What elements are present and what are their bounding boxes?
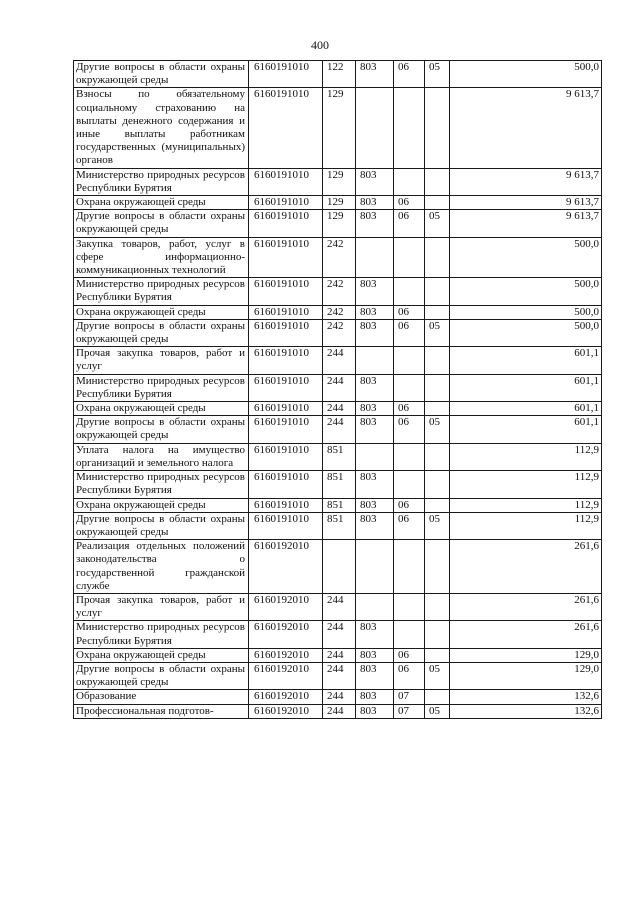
cell-name: Другие вопросы в области охраны окружающей среды <box>74 512 249 539</box>
page-number: 400 <box>311 38 329 52</box>
cell-ministry <box>356 443 394 470</box>
cell-subsection: 05 <box>425 210 450 237</box>
cell-section <box>394 168 425 195</box>
table-row <box>74 416 602 443</box>
cell-expense-type: 242 <box>323 305 356 319</box>
cell-expense-type: 244 <box>323 347 356 374</box>
cell-subsection <box>425 471 450 498</box>
cell-section: 06 <box>394 305 425 319</box>
cell-section <box>394 593 425 620</box>
cell-target-code: 6160192010 <box>249 593 323 620</box>
table-row <box>74 704 602 718</box>
table-row <box>74 88 602 168</box>
cell-target-code: 6160192010 <box>249 540 323 594</box>
table-row <box>74 61 602 88</box>
cell-amount: 500,0 <box>450 305 602 319</box>
cell-name: Прочая закупка товаров, работ и услуг <box>74 593 249 620</box>
cell-target-code: 6160191010 <box>249 498 323 512</box>
cell-amount: 261,6 <box>450 621 602 648</box>
cell-ministry: 803 <box>356 168 394 195</box>
cell-name: Министерство природных ресурсов Республики Бурятия <box>74 278 249 305</box>
cell-ministry <box>356 88 394 168</box>
cell-subsection <box>425 593 450 620</box>
cell-section: 06 <box>394 416 425 443</box>
cell-target-code: 6160192010 <box>249 690 323 704</box>
cell-amount: 601,1 <box>450 402 602 416</box>
cell-target-code: 6160191010 <box>249 347 323 374</box>
cell-name: Министерство природных ресурсов Республики Бурятия <box>74 168 249 195</box>
cell-section: 06 <box>394 319 425 346</box>
cell-amount: 132,6 <box>450 690 602 704</box>
cell-subsection: 05 <box>425 662 450 689</box>
cell-section <box>394 347 425 374</box>
cell-expense-type: 122 <box>323 61 356 88</box>
cell-expense-type: 244 <box>323 621 356 648</box>
cell-amount: 500,0 <box>450 237 602 278</box>
cell-target-code: 6160191010 <box>249 512 323 539</box>
cell-ministry <box>356 347 394 374</box>
cell-target-code: 6160192010 <box>249 648 323 662</box>
cell-ministry: 803 <box>356 305 394 319</box>
cell-target-code: 6160191010 <box>249 210 323 237</box>
cell-amount: 601,1 <box>450 347 602 374</box>
table-row <box>74 662 602 689</box>
cell-expense-type: 244 <box>323 374 356 401</box>
cell-subsection: 05 <box>425 61 450 88</box>
cell-amount: 500,0 <box>450 278 602 305</box>
cell-amount: 129,0 <box>450 662 602 689</box>
cell-expense-type: 244 <box>323 593 356 620</box>
cell-expense-type: 244 <box>323 662 356 689</box>
cell-name: Прочая закупка товаров, работ и услуг <box>74 347 249 374</box>
cell-section: 06 <box>394 61 425 88</box>
cell-ministry: 803 <box>356 61 394 88</box>
cell-subsection <box>425 690 450 704</box>
cell-expense-type: 851 <box>323 471 356 498</box>
cell-target-code: 6160191010 <box>249 471 323 498</box>
cell-name: Другие вопросы в области охраны окружающей среды <box>74 319 249 346</box>
cell-amount: 500,0 <box>450 319 602 346</box>
cell-expense-type: 129 <box>323 88 356 168</box>
cell-expense-type: 851 <box>323 512 356 539</box>
table-row <box>74 648 602 662</box>
cell-subsection: 05 <box>425 416 450 443</box>
cell-section <box>394 443 425 470</box>
cell-expense-type <box>323 540 356 594</box>
table-row <box>74 593 602 620</box>
cell-expense-type: 851 <box>323 443 356 470</box>
cell-ministry: 803 <box>356 416 394 443</box>
cell-subsection <box>425 498 450 512</box>
cell-ministry: 803 <box>356 278 394 305</box>
cell-subsection <box>425 196 450 210</box>
cell-expense-type: 129 <box>323 196 356 210</box>
cell-subsection <box>425 540 450 594</box>
cell-name: Уплата налога на имущество организаций и земельного налога <box>74 443 249 470</box>
cell-amount: 112,9 <box>450 498 602 512</box>
cell-target-code: 6160191010 <box>249 443 323 470</box>
cell-section: 06 <box>394 196 425 210</box>
table-row <box>74 402 602 416</box>
cell-name: Другие вопросы в области охраны окружающей среды <box>74 662 249 689</box>
cell-section <box>394 237 425 278</box>
cell-subsection: 05 <box>425 704 450 718</box>
cell-subsection <box>425 237 450 278</box>
cell-target-code: 6160191010 <box>249 305 323 319</box>
cell-target-code: 6160191010 <box>249 402 323 416</box>
cell-amount: 9 613,7 <box>450 168 602 195</box>
cell-expense-type: 129 <box>323 210 356 237</box>
cell-section: 06 <box>394 512 425 539</box>
cell-ministry: 803 <box>356 374 394 401</box>
cell-amount: 261,6 <box>450 540 602 594</box>
cell-amount: 112,9 <box>450 471 602 498</box>
cell-expense-type: 242 <box>323 278 356 305</box>
cell-target-code: 6160191010 <box>249 374 323 401</box>
cell-amount: 601,1 <box>450 416 602 443</box>
table-row <box>74 621 602 648</box>
cell-ministry: 803 <box>356 621 394 648</box>
table-row <box>74 305 602 319</box>
cell-target-code: 6160191010 <box>249 61 323 88</box>
cell-ministry: 803 <box>356 498 394 512</box>
cell-expense-type: 244 <box>323 416 356 443</box>
cell-amount: 9 613,7 <box>450 88 602 168</box>
cell-name: Образование <box>74 690 249 704</box>
cell-ministry: 803 <box>356 704 394 718</box>
cell-name: Охрана окружающей среды <box>74 648 249 662</box>
cell-subsection <box>425 347 450 374</box>
cell-amount: 601,1 <box>450 374 602 401</box>
cell-target-code: 6160191010 <box>249 196 323 210</box>
table-row <box>74 374 602 401</box>
cell-section <box>394 278 425 305</box>
cell-expense-type: 244 <box>323 402 356 416</box>
cell-target-code: 6160191010 <box>249 88 323 168</box>
cell-subsection <box>425 168 450 195</box>
cell-subsection <box>425 443 450 470</box>
cell-ministry: 803 <box>356 319 394 346</box>
cell-name: Охрана окружающей среды <box>74 196 249 210</box>
table-row <box>74 512 602 539</box>
cell-target-code: 6160192010 <box>249 621 323 648</box>
cell-section: 07 <box>394 690 425 704</box>
cell-subsection <box>425 621 450 648</box>
cell-expense-type: 129 <box>323 168 356 195</box>
cell-ministry: 803 <box>356 648 394 662</box>
table-body <box>74 61 602 719</box>
table-row <box>74 168 602 195</box>
table-row <box>74 471 602 498</box>
budget-table <box>73 60 602 719</box>
cell-ministry <box>356 237 394 278</box>
cell-ministry: 803 <box>356 196 394 210</box>
cell-section <box>394 471 425 498</box>
table-row <box>74 237 602 278</box>
cell-name: Охрана окружающей среды <box>74 305 249 319</box>
table-row <box>74 498 602 512</box>
cell-expense-type: 242 <box>323 237 356 278</box>
cell-amount: 9 613,7 <box>450 210 602 237</box>
cell-ministry: 803 <box>356 512 394 539</box>
cell-subsection <box>425 88 450 168</box>
cell-ministry: 803 <box>356 402 394 416</box>
cell-amount: 112,9 <box>450 443 602 470</box>
cell-section <box>394 621 425 648</box>
cell-subsection <box>425 648 450 662</box>
cell-ministry: 803 <box>356 662 394 689</box>
cell-ministry <box>356 540 394 594</box>
cell-expense-type: 242 <box>323 319 356 346</box>
cell-amount: 261,6 <box>450 593 602 620</box>
cell-target-code: 6160191010 <box>249 319 323 346</box>
cell-section: 06 <box>394 498 425 512</box>
cell-expense-type: 244 <box>323 648 356 662</box>
cell-ministry: 803 <box>356 471 394 498</box>
cell-target-code: 6160191010 <box>249 168 323 195</box>
cell-name: Взносы по обязательному социальному страхованию на выплаты денежного содержания и иные выплаты работникам государственных (муниципальных) органов <box>74 88 249 168</box>
cell-name: Реализация отдельных положений законодательства о государственной гражданской службе <box>74 540 249 594</box>
cell-ministry: 803 <box>356 210 394 237</box>
cell-expense-type: 244 <box>323 704 356 718</box>
cell-name: Профессиональная подготов- <box>74 704 249 718</box>
cell-expense-type: 851 <box>323 498 356 512</box>
cell-section <box>394 88 425 168</box>
cell-amount: 500,0 <box>450 61 602 88</box>
cell-subsection: 05 <box>425 512 450 539</box>
cell-section <box>394 540 425 594</box>
cell-target-code: 6160192010 <box>249 662 323 689</box>
cell-section: 06 <box>394 402 425 416</box>
cell-target-code: 6160192010 <box>249 704 323 718</box>
cell-subsection <box>425 374 450 401</box>
cell-subsection <box>425 305 450 319</box>
cell-subsection: 05 <box>425 319 450 346</box>
cell-name: Министерство природных ресурсов Республики Бурятия <box>74 374 249 401</box>
cell-amount: 132,6 <box>450 704 602 718</box>
table-row <box>74 319 602 346</box>
cell-section: 06 <box>394 662 425 689</box>
cell-section: 07 <box>394 704 425 718</box>
cell-target-code: 6160191010 <box>249 416 323 443</box>
cell-section <box>394 374 425 401</box>
cell-name: Охрана окружающей среды <box>74 498 249 512</box>
table-row <box>74 210 602 237</box>
cell-name: Другие вопросы в области охраны окружающей среды <box>74 416 249 443</box>
table-row <box>74 278 602 305</box>
budget-table-container <box>73 60 602 719</box>
cell-amount: 9 613,7 <box>450 196 602 210</box>
table-row <box>74 443 602 470</box>
cell-section: 06 <box>394 210 425 237</box>
cell-name: Закупка товаров, работ, услуг в сфере информационно-коммуникационных технологий <box>74 237 249 278</box>
cell-name: Министерство природных ресурсов Республики Бурятия <box>74 621 249 648</box>
table-row <box>74 347 602 374</box>
cell-section: 06 <box>394 648 425 662</box>
cell-target-code: 6160191010 <box>249 237 323 278</box>
cell-expense-type: 244 <box>323 690 356 704</box>
cell-name: Другие вопросы в области охраны окружающей среды <box>74 61 249 88</box>
table-row <box>74 540 602 594</box>
cell-target-code: 6160191010 <box>249 278 323 305</box>
cell-ministry <box>356 593 394 620</box>
cell-name: Другие вопросы в области охраны окружающей среды <box>74 210 249 237</box>
table-row <box>74 196 602 210</box>
cell-amount: 129,0 <box>450 648 602 662</box>
table-row <box>74 690 602 704</box>
cell-ministry: 803 <box>356 690 394 704</box>
cell-name: Министерство природных ресурсов Республики Бурятия <box>74 471 249 498</box>
cell-subsection <box>425 278 450 305</box>
cell-amount: 112,9 <box>450 512 602 539</box>
cell-subsection <box>425 402 450 416</box>
cell-name: Охрана окружающей среды <box>74 402 249 416</box>
